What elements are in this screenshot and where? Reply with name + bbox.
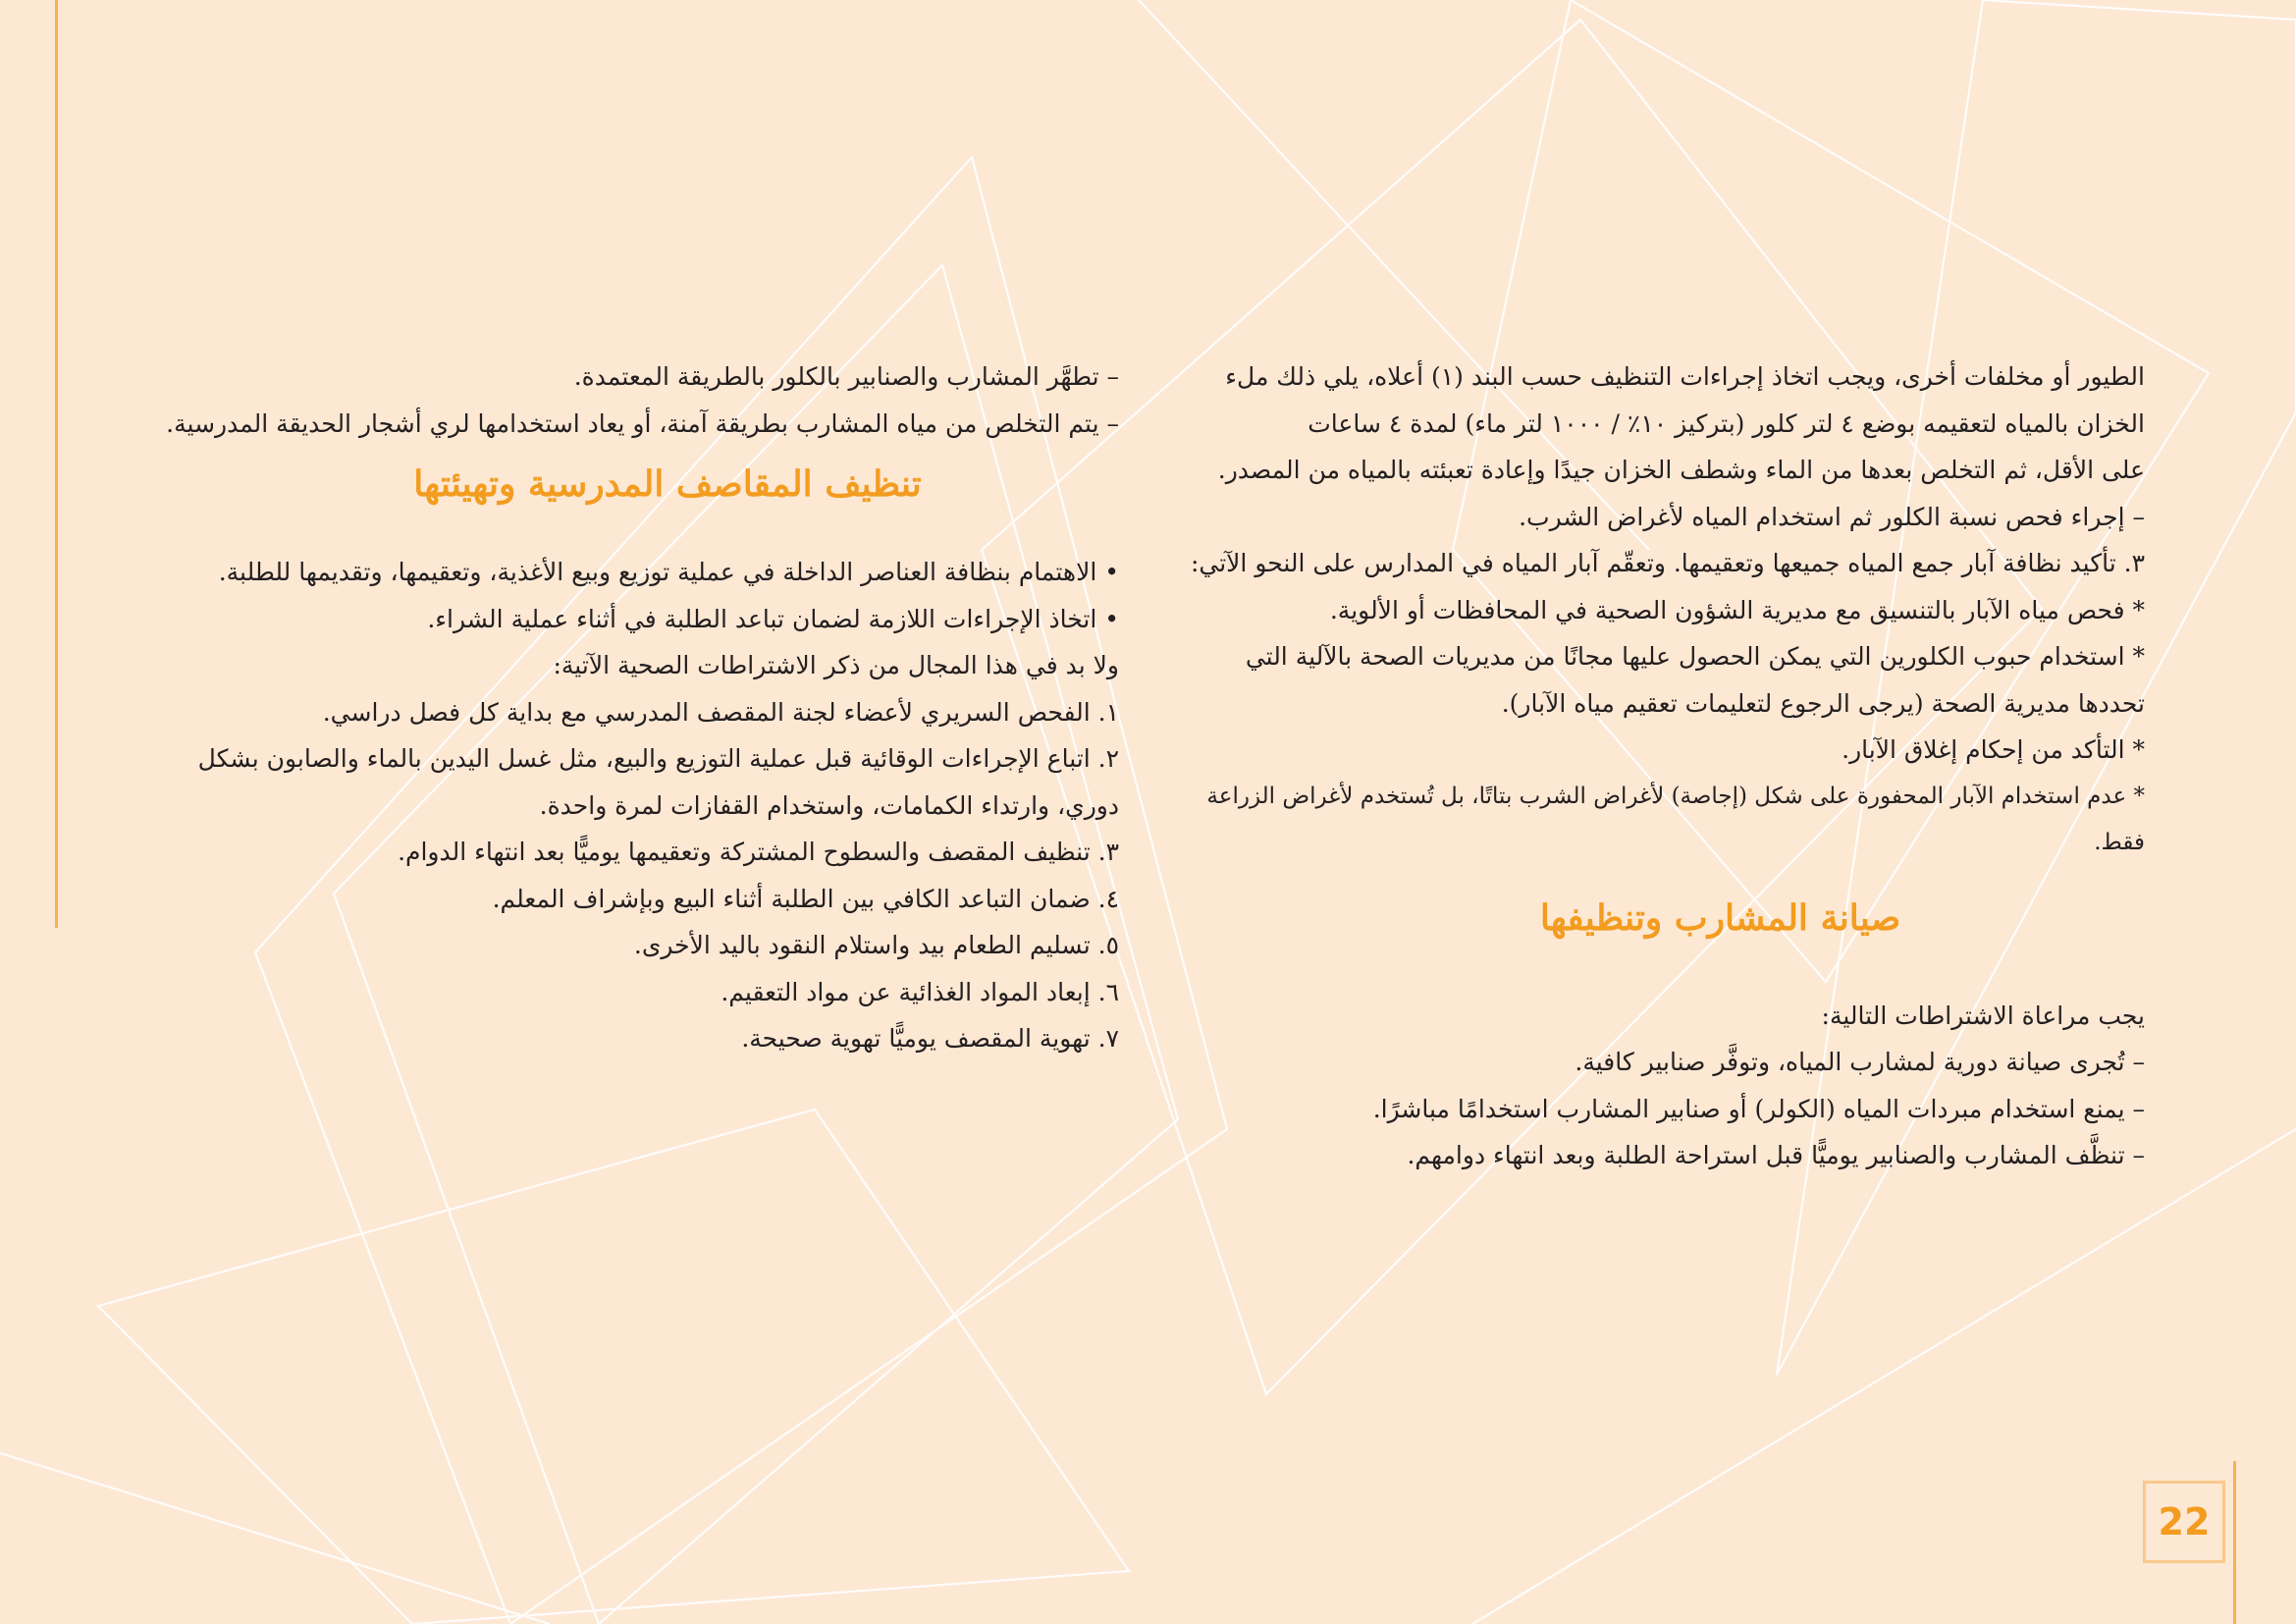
condition-item: – تنظَّف المشارب والصنابير يوميًّا قبل استراحة الطلبة وبعد انتهاء دوامهم. [1407, 1141, 2145, 1169]
requirement-item: دوري، وارتداء الكمامات، واستخدام القفازات لمرة واحدة. [539, 790, 1119, 820]
right-column [1178, 353, 2145, 1179]
requirement-item: ٣. تنظيف المقصف والسطوح المشتركة وتعقيمها يوميًّا بعد انتهاء الدوام. [398, 838, 1119, 866]
requirement-item: ٢. اتباع الإجراءات الوقائية قبل عملية التوزيع والبيع، مثل غسل اليدين بالماء والصابون بشكل [197, 744, 1119, 773]
wells-item: * التأكد من إحكام إغلاق الآبار. [1842, 735, 2145, 764]
conditions-intro: يجب مراعاة الاشتراطات التالية: [1821, 1001, 2145, 1030]
requirement-item: ٤. ضمان التباعد الكافي بين الطلبة أثناء البيع وبإشراف المعلم. [492, 884, 1119, 913]
fountain-item: – تطهَّر المشارب والصنابير بالكلور بالطريقة المعتمدة. [573, 362, 1119, 391]
chlorine-check-item: – إجراء فحص نسبة الكلور ثم استخدام المياه لأغراض الشرب. [1519, 502, 2145, 531]
canteen-bullet: • اتخاذ الإجراءات اللازمة لضمان تباعد الطلبة في أثناء عملية الشراء. [427, 604, 1119, 633]
wells-intro: ٣. تأكيد نظافة آبار جمع المياه جميعها وتعقيمها. وتعقّم آبار المياه في المدارس على النحو الآتي: [1190, 549, 2145, 577]
requirement-item: ٧. تهوية المقصف يوميًّا تهوية صحيحة. [741, 1024, 1119, 1053]
left-column [137, 353, 1119, 1062]
fountain-item: – يتم التخلص من مياه المشارب بطريقة آمنة، أو يعاد استخدامها لري أشجار الحديقة المدرسية. [166, 408, 1119, 438]
requirements-intro: ولا بد في هذا المجال من ذكر الاشتراطات الصحية الآتية: [553, 651, 1119, 679]
intro-line: على الأقل، ثم التخلص بعدها من الماء وشطف الخزان جيدًا وإعادة تعبئته بالمياه من المصدر. [1217, 456, 2145, 484]
canteen-bullet: • الاهتمام بنظافة العناصر الداخلة في عملية توزيع وبيع الأغذية، وتعقيمها، وتقديمها للطلبة. [218, 558, 1119, 586]
wells-item: * استخدام حبوب الكلورين التي يمكن الحصول عليها مجانًا من مديريات الصحة بالآلية التي [1245, 642, 2145, 671]
requirement-item: ١. الفحص السريري لأعضاء لجنة المقصف المدرسي مع بداية كل فصل دراسي. [322, 697, 1119, 727]
intro-line: الخزان بالمياه لتعقيمه بوضع ٤ لتر كلور (بتركيز ١٠٪ / ١٠٠٠ لتر ماء) لمدة ٤ ساعات [1308, 408, 2145, 438]
requirement-item: ٦. إبعاد المواد الغذائية عن مواد التعقيم. [721, 977, 1119, 1006]
section-heading-drinking-fountains: صيانة المشارب وتنظيفها [1539, 896, 1901, 939]
left-margin-rule [55, 0, 58, 928]
section-heading-canteens: تنظيف المقاصف المدرسية وتهيئتها [413, 463, 922, 505]
requirement-item: ٥. تسليم الطعام بيد واستلام النقود باليد الأخرى. [633, 931, 1119, 959]
intro-line: الطيور أو مخلفات أخرى، ويجب اتخاذ إجراءات التنظيف حسب البند (١) أعلاه، يلي ذلك ملء [1225, 362, 2145, 391]
wells-item: * عدم استخدام الآبار المحفورة على شكل (إجاصة) لأغراض الشرب بتاتًا، بل تُستخدم لأغراض الزراعة فقط. [1206, 783, 2145, 855]
page-number-rule [2233, 1461, 2236, 1624]
page-number: 22 [2143, 1481, 2225, 1563]
condition-item: – تُجرى صيانة دورية لمشارب المياه، وتوفَّر صنابير كافية. [1575, 1048, 2145, 1076]
wells-item: تحددها مديرية الصحة (يرجى الرجوع لتعليمات تعقيم مياه الآبار). [1501, 688, 2145, 718]
condition-item: – يمنع استخدام مبردات المياه (الكولر) أو صنابير المشارب استخدامًا مباشرًا. [1372, 1094, 2145, 1123]
wells-item: * فحص مياه الآبار بالتنسيق مع مديرية الشؤون الصحية في المحافظات أو الألوية. [1329, 595, 2145, 624]
